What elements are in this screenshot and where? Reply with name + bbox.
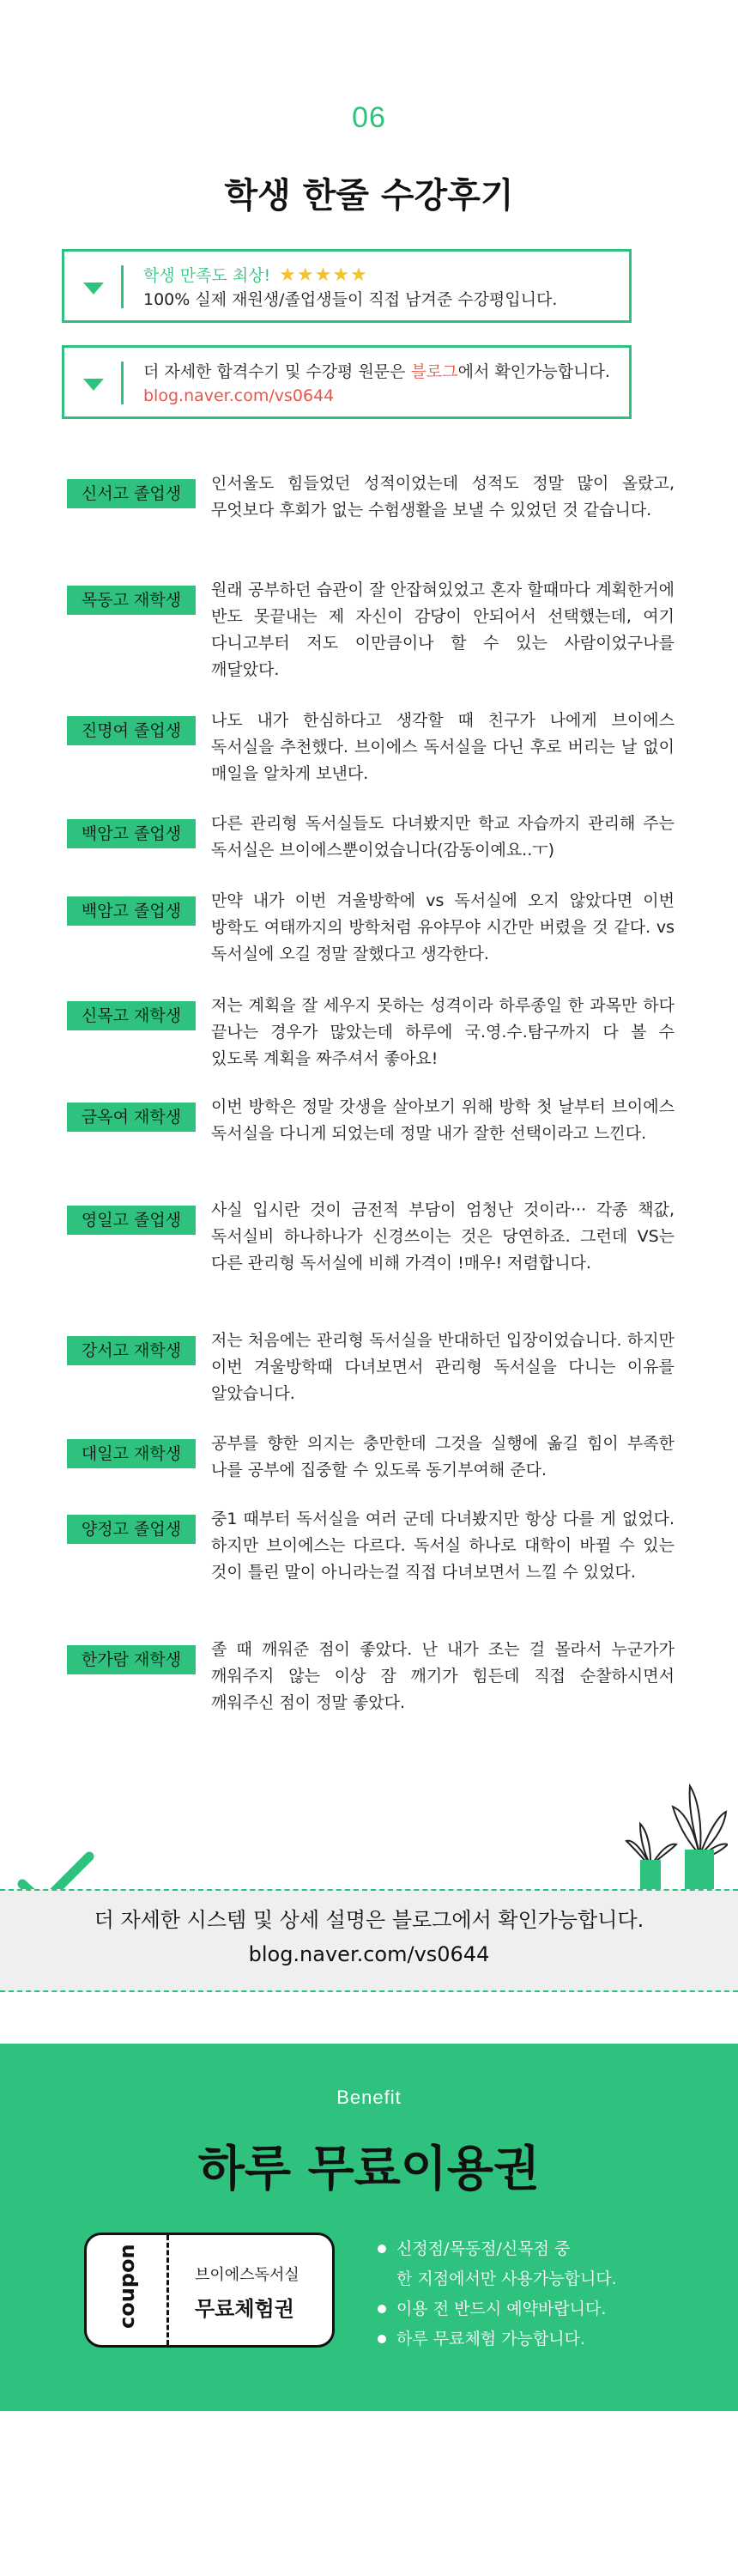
school-badge: 신목고 재학생 xyxy=(67,1001,196,1030)
blog-url-link[interactable]: blog.naver.com/vs0644 xyxy=(143,386,335,405)
school-badge: 진명여 졸업생 xyxy=(67,716,196,745)
school-badge: 한가람 재학생 xyxy=(67,1645,196,1674)
divider xyxy=(121,265,124,308)
note-description: 100% 실제 재원생/졸업생들이 직접 남겨준 수강평입니다. xyxy=(143,290,558,309)
satisfaction-label: 학생 만족도 최상! xyxy=(143,266,271,285)
star-rating-icon: ★★★★★ xyxy=(279,264,368,286)
bullet-item xyxy=(378,2234,704,2264)
note-prefix: 더 자세한 합격수기 및 수강평 원문은 xyxy=(143,362,411,381)
review-text: 다른 관리형 독서실들도 다녀봤지만 학교 자습까지 관리해 주는 독서실은 브이에스뿐이었습니다(감동이예요..ㅜ) xyxy=(211,814,674,860)
benefit-label: Benefit xyxy=(336,2087,402,2108)
bullet-item xyxy=(378,2264,704,2294)
bullet-dot-icon xyxy=(378,2245,386,2253)
school-badge: 백암고 졸업생 xyxy=(67,819,196,848)
review-text: 인서울도 힘들었던 성적이었는데 성적도 정말 많이 올랐고, 무엇보다 후회가 없는 수험생활을 보낼 수 있었던 것 같습니다. xyxy=(211,474,674,519)
note-text xyxy=(143,360,610,408)
school-badge: 목동고 재학생 xyxy=(67,586,196,615)
school-badge: 금옥여 재학생 xyxy=(67,1103,196,1132)
bullet-text: 신정점/목동점/신목점 중 xyxy=(396,2239,571,2258)
bullet-text: 하루 무료체험 가능합니다. xyxy=(396,2330,586,2348)
section-title: 학생 한줄 수강후기 xyxy=(224,176,514,216)
school-badge: 백암고 졸업생 xyxy=(67,896,196,926)
bullet-dot-icon xyxy=(378,2305,386,2313)
coupon-label: coupon xyxy=(115,2244,139,2329)
coupon-word xyxy=(106,2244,148,2330)
benefit-title: 하루 무료이용권 xyxy=(197,2142,541,2197)
review-text: 공부를 향한 의지는 충만한데 그것을 실행에 옮길 힘이 부족한 나를 공부에 집중할 수 있도록 동기부여해 준다. xyxy=(211,1434,674,1479)
coupon-stub xyxy=(87,2235,169,2345)
triangle-down-icon xyxy=(83,379,104,391)
school-badge: 대일고 재학생 xyxy=(67,1439,196,1468)
review-text: 저는 처음에는 관리형 독서실을 반대하던 입장이었습니다. 하지만 이번 겨울방학때 다녀보면서 관리형 독서실을 다니는 이유를 알았습니다. xyxy=(211,1331,674,1403)
school-badge: 영일고 졸업생 xyxy=(67,1206,196,1235)
coupon-card xyxy=(84,2233,335,2348)
review-text: 만약 내가 이번 겨울방학에 vs 독서실에 오지 않았다면 이번 방학도 여태까지의 방학처럼 유야무야 시간만 버렸을 것 같다. vs 독서실에 오길 정말 잘했다고 생각한다. xyxy=(211,891,674,963)
school-badge: 양정고 졸업생 xyxy=(67,1515,196,1544)
review-text: 이번 방학은 정말 갓생을 살아보기 위해 방학 첫 날부터 브이에스 독서실을 다니게 되었는데 정말 내가 잘한 선택이라고 느낀다. xyxy=(211,1097,674,1143)
school-badge: 신서고 졸업생 xyxy=(67,479,196,508)
info-text: 더 자세한 시스템 및 상세 설명은 블로그에서 확인가능합니다. xyxy=(94,1908,644,1932)
coupon-title: 무료체험권 xyxy=(195,2297,294,2321)
school-badge: 강서고 재학생 xyxy=(67,1336,196,1365)
note-text xyxy=(143,264,557,312)
blog-link[interactable]: 블로그 xyxy=(410,362,458,381)
plants-icon xyxy=(625,1769,728,1889)
bullet-item xyxy=(378,2294,704,2324)
note-suffix: 에서 확인가능합니다. xyxy=(457,362,610,381)
bullet-text: 이용 전 반드시 예약바랍니다. xyxy=(396,2300,607,2318)
bullet-dot-icon xyxy=(378,2335,386,2343)
bullet-item xyxy=(378,2324,704,2354)
review-text: 원래 공부하던 습관이 잘 안잡혀있었고 혼자 할때마다 계획한거에 반도 못끝내는 제 자신이 감당이 안되어서 선택했는데, 여기 다니고부터 저도 이만큼이나 할 수 있는 사람이었구나를 깨달았다. xyxy=(211,580,674,679)
blog-note xyxy=(62,345,632,419)
review-text: 나도 내가 한심하다고 생각할 때 친구가 나에게 브이에스 독서실을 추천했다. 브이에스 독서실을 다닌 후로 버리는 날 없이 매일을 알차게 보낸다. xyxy=(211,711,674,783)
info-blog-url[interactable]: blog.naver.com/vs0644 xyxy=(248,1942,490,1966)
benefit-bullets xyxy=(378,2234,704,2354)
coupon-brand: 브이에스독서실 xyxy=(195,2266,299,2284)
satisfaction-note xyxy=(62,249,632,323)
review-text: 중1 때부터 독서실을 여러 군데 다녀봤지만 항상 다를 게 없었다. 하지만 브이에스는 다르다. 독서실 하나로 대학이 바뀔 수 있는 것이 틀린 말이 아니라는걸 직접 다녀보면서 느낄 수 있었다. xyxy=(211,1510,674,1582)
review-text: 저는 계획을 잘 세우지 못하는 성격이라 하루종일 한 과목만 하다 끝나는 경우가 많았는데 하루에 국.영.수.탐구까지 다 볼 수 있도록 계획을 짜주셔서 좋아요! xyxy=(211,996,674,1068)
bullet-text: 한 지점에서만 사용가능합니다. xyxy=(396,2269,617,2288)
section-number: 06 xyxy=(352,101,386,134)
review-text: 졸 때 깨워준 점이 좋았다. 난 내가 조는 걸 몰라서 누군가가 깨워주지 않는 이상 잠 깨기가 힘든데 직접 순찰하시면서 깨워주신 점이 정말 좋았다. xyxy=(211,1640,674,1712)
triangle-down-icon xyxy=(83,283,104,295)
review-text: 사실 입시란 것이 금전적 부담이 엄청난 것이라··· 각종 책값, 독서실비 하나하나가 신경쓰이는 것은 당연하죠. 그런데 VS는 다른 관리형 독서실에 비해 가격이 !매우! 저렴합니다. xyxy=(211,1200,674,1273)
divider xyxy=(121,361,124,404)
